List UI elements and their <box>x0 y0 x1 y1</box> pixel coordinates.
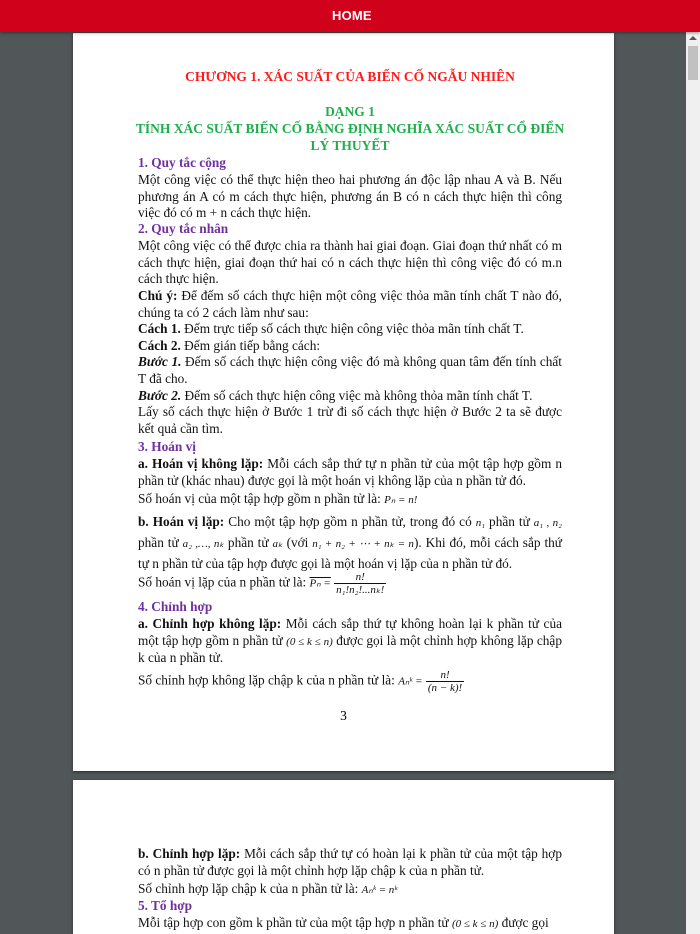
term-label: b. Hoán vị lặp: <box>138 514 225 529</box>
formula: n₁ + n₂ + ⋯ + nₖ = n <box>312 538 414 550</box>
text: Mỗi cách sắp thứ tự có hoàn lại k phần tử của một tập hợp có n phần tử được gọi là một chỉnh hợp lặp chập k của n phần tử. <box>138 846 562 878</box>
formula-caption: Số chỉnh hợp không lặp chập k của n phần tử là: <box>138 672 399 688</box>
formula: a₂ ,…, nₖ <box>182 538 225 550</box>
way-1-label: Cách 1. <box>138 321 181 336</box>
term-label: a. Chỉnh hợp không lặp: <box>138 616 282 631</box>
document-page-3 <box>73 33 614 771</box>
formula: (0 ≤ k ≤ n) <box>451 918 499 930</box>
formula-caption: Số hoán vị lặp của n phần tử là: <box>138 574 310 590</box>
text: phần tử <box>138 535 183 550</box>
paragraph: Một công việc có thể thực hiện theo hai phương án độc lập nhau A và B. Nếu phương án A có m cách thực hiện, phương án B có n cách thực hiện thì công việc đó có m + n cách thực hiện. <box>138 172 562 221</box>
scroll-up-arrow-icon[interactable] <box>689 36 697 40</box>
form-title: DẠNG 1 <box>325 104 375 119</box>
formula: Aₙᵏ = nᵏ <box>361 884 398 896</box>
document-viewer[interactable] <box>0 32 686 934</box>
theory-title: LÝ THUYẾT <box>310 138 390 153</box>
paragraph <box>138 846 562 879</box>
way-1 <box>138 321 562 338</box>
way-2 <box>138 338 562 355</box>
step-2-label: Bước 2. <box>138 388 182 403</box>
text: được gọi là một chỉnh hợp không lặp chập k của n phần tử. <box>138 632 562 666</box>
step-1-text: Đếm số cách thực hiện công việc đó mà không quan tâm đến tính chất T đã cho. <box>138 354 562 386</box>
note-text: Để đếm số cách thực hiện một công việc thỏa mãn tính chất T nào đó, chúng ta có 2 cách làm như sau: <box>138 288 562 320</box>
paragraph <box>138 512 562 574</box>
section-heading: 4. Chỉnh hợp <box>138 599 213 614</box>
section-heading: 2. Quy tắc nhân <box>138 221 229 236</box>
vertical-scrollbar[interactable] <box>686 32 700 934</box>
formula: a₁ , n₂ <box>533 517 562 529</box>
way-2-text: Đếm gián tiếp bằng cách: <box>180 338 321 353</box>
way-2-label: Cách 2. <box>138 338 181 353</box>
fraction <box>426 669 464 694</box>
step-1 <box>138 354 562 387</box>
numerator: n! <box>334 571 386 584</box>
home-link[interactable]: HOME <box>332 8 372 23</box>
paragraph <box>138 915 562 933</box>
numerator: n! <box>426 669 464 682</box>
scrollbar-thumb[interactable] <box>688 46 698 80</box>
paragraph <box>138 616 562 667</box>
paragraph: Một công việc có thể được chia ra thành hai giai đoạn. Giai đoạn thứ nhất có m cách thực hiện, giai đoạn thứ hai có n cách thực hiện thì công việc đó có m.n cách thực hiện. <box>138 238 562 287</box>
formula-line <box>138 571 562 596</box>
formula-line <box>138 491 562 509</box>
way-1-text: Đếm trực tiếp số cách thực hiện công việc thỏa mãn tính chất T. <box>180 321 524 336</box>
formula: n₁ <box>475 517 486 529</box>
formula-caption: Số chỉnh hợp lặp chập k của n phần tử là: <box>138 881 362 896</box>
section-heading: 5. Tổ hợp <box>138 898 193 913</box>
section-heading: 3. Hoán vị <box>138 439 196 454</box>
note-paragraph <box>138 288 562 321</box>
formula-line <box>138 669 562 694</box>
formula: aₖ <box>272 538 283 550</box>
fraction <box>334 571 386 596</box>
text: ). Khi đó, mỗi cách sắp thứ tự n phần tử của tập hợp được gọi là một hoán vị lặp của n phần tử đó. <box>138 535 562 571</box>
text: Mỗi cách sắp thứ tự không hoàn lại k phần tử của một tập hợp gồm n phần tử <box>138 616 562 648</box>
formula-caption: Số hoán vị của một tập hợp gồm n phần tử là: <box>138 491 385 506</box>
note-label: Chú ý: <box>138 288 178 303</box>
text: (với <box>282 535 313 550</box>
formula-line <box>138 881 562 899</box>
formula: Aₙᵏ = <box>398 675 423 688</box>
text: Cho một tập hợp gồm n phần tử, trong đó có <box>224 514 476 529</box>
form-subtitle: TÍNH XÁC SUẤT BIẾN CỐ BẰNG ĐỊNH NGHĨA XÁC SUẤT CỔ ĐIỂN <box>135 121 565 136</box>
term-label: b. Chỉnh hợp lặp: <box>138 846 241 861</box>
step-2-text: Đếm số cách thực hiện công việc mà không thỏa mãn tính chất T. <box>181 388 533 403</box>
step-2 <box>138 388 562 405</box>
text: Mỗi tập hợp con gồm k phần tử của một tập hợp n phần tử <box>138 915 452 930</box>
denominator: n₁!n₂!...nₖ! <box>336 584 385 596</box>
page-number: 3 <box>340 708 347 723</box>
paragraph-text: Mỗi cách sắp thứ tự n phần tử của một tập hợp gồm n phần tử (khác nhau) được gọi là một hoán vị không lặp của n phần tử đó. <box>138 456 562 488</box>
document-page-4 <box>73 780 614 934</box>
denominator: (n − k)! <box>427 682 463 694</box>
formula: Pₙ = n! <box>384 494 418 506</box>
paragraph: Lấy số cách thực hiện ở Bước 1 trừ đi số cách thực hiện ở Bước 2 ta sẽ được kết quả cần tìm. <box>138 404 562 436</box>
step-1-label: Bước 1. <box>138 354 182 369</box>
text: phần tử <box>224 535 273 550</box>
section-heading: 1. Quy tắc cộng <box>138 155 226 170</box>
term-label: a. Hoán vị không lặp: <box>138 456 264 471</box>
formula: Pₙ = <box>309 577 331 590</box>
formula: (0 ≤ k ≤ n) <box>286 635 333 648</box>
text: được gọi <box>498 915 549 930</box>
text: phần tử <box>485 514 534 529</box>
top-nav-bar <box>0 0 700 32</box>
chapter-title: CHƯƠNG 1. XÁC SUẤT CỦA BIẾN CỐ NGẪU NHIÊN <box>185 69 515 84</box>
paragraph <box>138 456 562 489</box>
